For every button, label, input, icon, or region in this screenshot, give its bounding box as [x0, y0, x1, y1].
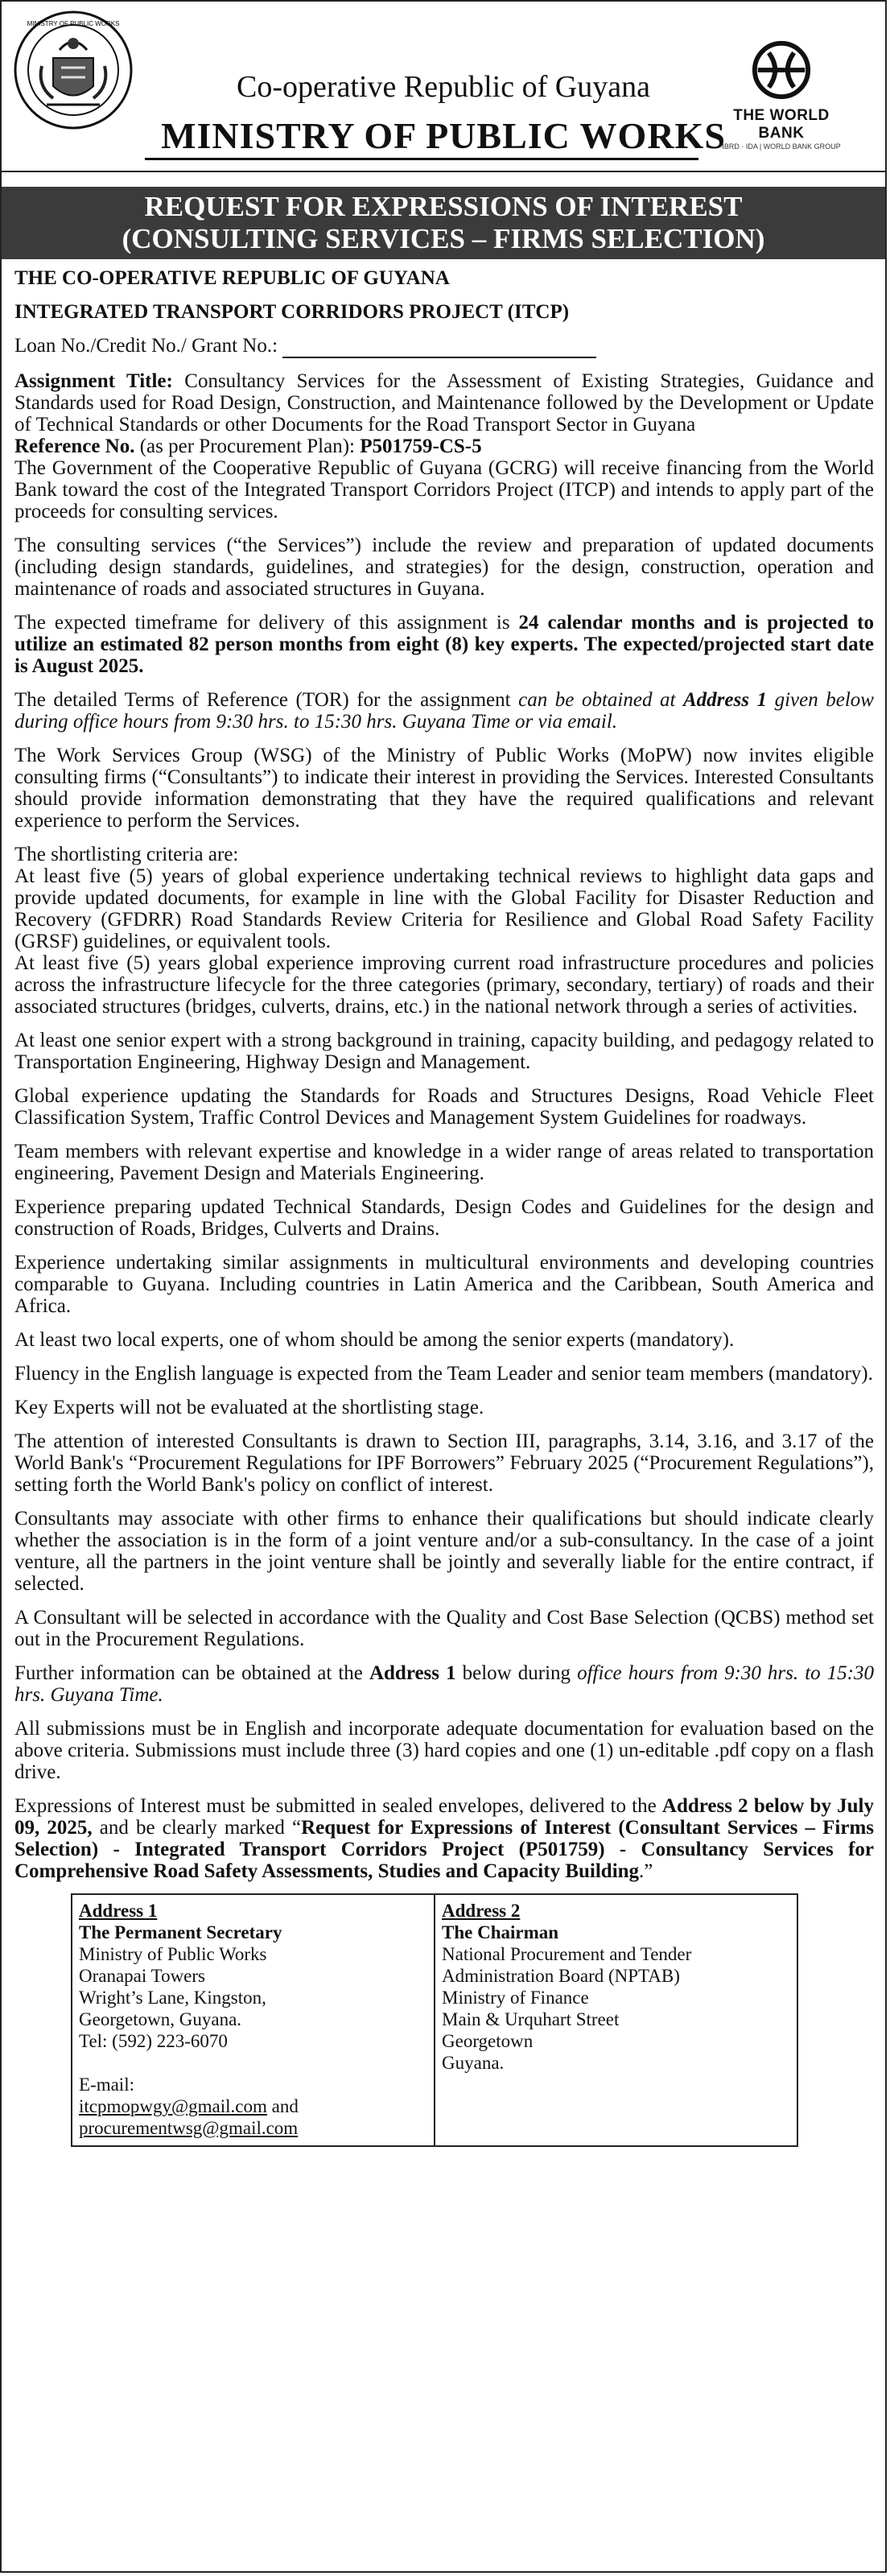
selection-paragraph: A Consultant will be selected in accordance with the Quality and Cost Base Selection (QCBS) method set out in the Procurement Regulations.: [14, 1607, 874, 1650]
eoi-text: Expressions of Interest must be submitted in sealed envelopes, delivered to the: [14, 1795, 662, 1817]
further-info-paragraph: [14, 1662, 874, 1706]
reference-number: [14, 436, 874, 457]
timeframe-paragraph: [14, 612, 874, 677]
criteria-item-9: Fluency in the English language is expected from the Team Leader and senior team members (mandatory).: [14, 1363, 873, 1385]
invite-paragraph: The Work Services Group (WSG) of the Ministry of Public Works (MoPW) now invites eligible consulting firms (“Consultants”) to indicate their interest in providing the Services. Interested Consultants should provide information demonstrating that they have the required qualifications and relevant experience to perform the Services.: [14, 745, 874, 832]
reference-note: (as per Procurement Plan):: [134, 436, 361, 457]
email-link-1[interactable]: itcpmopwgy@gmail.com: [79, 2096, 267, 2116]
address-1-title: The Permanent Secretary: [79, 1922, 282, 1942]
tor-hours: given below during office hours from 9:30 hrs. to 15:30 hrs. Guyana Time or via email.: [14, 689, 874, 733]
timeframe-text: The expected timeframe for delivery of this assignment is: [14, 612, 519, 634]
address-1-line: Wright’s Lane, Kingston,: [79, 1988, 266, 2008]
project-country: THE CO-OPERATIVE REPUBLIC OF GUYANA: [14, 267, 450, 289]
criteria-item-4: Global experience updating the Standards for Roads and Structures Designs, Road Vehicle Fleet Classification System, Traffic Control Devices and Management System Guidelines for roadways.: [14, 1085, 874, 1129]
reference-label: Reference No.: [14, 436, 135, 457]
criteria-intro: The shortlisting criteria are:: [14, 844, 239, 865]
financing-paragraph: The Government of the Cooperative Republic of Guyana (GCRG) will receive financing from the World Bank toward the cost of the Integrated Transport Corridors Project (ITCP) and intends to apply part of the proceeds for consulting services.: [14, 457, 874, 522]
address-2-line: Main & Urquhart Street: [442, 2009, 620, 2029]
eoi-end: .”: [639, 1860, 653, 1882]
services-paragraph: The consulting services (“the Services”) include the review and preparation of updated documents (including design standards, guidelines, and strategies) for the design, construction, operation and maintenance of roads and associated structures in Guyana.: [14, 535, 874, 600]
eoi-text-2: and be clearly marked “: [92, 1817, 302, 1839]
associate-paragraph: Consultants may associate with other firms to enhance their qualifications but should indicate clearly whether the association is in the form of a joint venture and/or a sub-consultancy. In the case of a joint venture, all the partners in the joint venture shall be jointly and severally liable for the entire contract, if selected.: [14, 1508, 874, 1595]
project-title: INTEGRATED TRANSPORT CORRIDORS PROJECT (ITCP): [14, 301, 570, 323]
banner-line-2: (CONSULTING SERVICES – FIRMS SELECTION): [122, 223, 765, 254]
country-name: Co-operative Republic of Guyana: [237, 70, 650, 104]
address-1-spacer: [79, 2052, 427, 2074]
email-line-1: [79, 2095, 427, 2117]
world-bank-sub: IBRD · IDA | WORLD BANK GROUP: [722, 142, 841, 151]
address-2-cell: [434, 1895, 797, 2145]
further-address-ref: Address 1: [369, 1662, 456, 1684]
notice-body: [2, 259, 885, 2147]
assignment-label: Assignment Title:: [14, 370, 173, 392]
tor-text: The detailed Terms of Reference (TOR) for the assignment: [14, 689, 519, 711]
address-1-cell: [72, 1895, 434, 2145]
address-1-phone: Tel: (592) 223-6070: [79, 2031, 228, 2051]
attention-paragraph: The attention of interested Consultants is drawn to Section III, paragraphs, 3.14, 3.16, and 3.17 of the World Bank's “Procurement Regulations for IPF Borrowers” February 2025 (“Procurement Regulations”), setting forth the World Bank's policy on conflict of interest.: [14, 1430, 874, 1496]
further-text: Further information can be obtained at the: [14, 1662, 369, 1684]
seal-text: MINISTRY OF PUBLIC WORKS: [27, 20, 120, 27]
address-1-line: Oranapai Towers: [79, 1966, 205, 1986]
tor-address-ref: Address 1: [683, 689, 768, 711]
submissions-paragraph: All submissions must be in English and incorporate adequate documentation for evaluation based on the above criteria. Submissions must include three (3) hard copies and one (1) un-editable .pdf copy on a flash drive.: [14, 1718, 874, 1783]
world-bank-name: THE WORLD BANK: [733, 107, 830, 142]
address-2-title: The Chairman: [442, 1922, 559, 1942]
ministry-title: MINISTRY OF PUBLIC WORKS: [161, 115, 726, 156]
email-and: and: [266, 2096, 299, 2116]
address-1-line: Georgetown, Guyana.: [79, 2009, 242, 2029]
criteria-item-3: At least one senior expert with a strong background in training, capacity building, and pedagogy related to Transportation Engineering, Highway Design and Management.: [14, 1030, 874, 1073]
eoi-deadline: Address 2 below by July 09, 2025,: [14, 1795, 874, 1839]
address-2-heading: Address 2: [442, 1901, 521, 1921]
tor-paragraph: [14, 689, 874, 733]
email-link-2[interactable]: procurementwsg@gmail.com: [79, 2118, 299, 2138]
assignment-text: Consultancy Services for the Assessment of Existing Strategies, Guidance and Standards used for Road Design, Construction, and Maintenance followed by the Development or Update of Technical Standards or other Documents for the Road Transport Sector in Guyana: [14, 370, 874, 436]
further-text-2: below during: [455, 1662, 578, 1684]
world-bank-globe-icon: [750, 39, 813, 101]
address-2-line: Administration Board (NPTAB): [442, 1966, 680, 1986]
criteria-item-6: Experience preparing updated Technical Standards, Design Codes and Guidelines for the design and construction of Roads, Bridges, Culverts and Drains.: [14, 1196, 874, 1240]
tor-italic: can be obtained at: [518, 689, 683, 711]
criteria-item-1: At least five (5) years of global experience undertaking technical reviews to highlight data gaps and provide updated documents, for example in line with the Global Facility for Disaster Reduction and Recovery (GFDRR) Road Standards Review Criteria for Resilience and Global Road Safety Facility (GRSF) guidelines, or equivalent tools.: [14, 865, 874, 952]
criteria-item-2: At least five (5) years global experience improving current road infrastructure procedures and policies across the infrastructure lifecycle for the three categories (primary, secondary, tertiary) of roads and their associated structures (bridges, culverts, drains, etc.) in the national network through a series of activities.: [14, 952, 874, 1018]
email-label: E-mail:: [79, 2074, 134, 2095]
address-2-line: Guyana.: [442, 2053, 505, 2073]
notice-header: [2, 2, 885, 172]
address-1-line: Ministry of Public Works: [79, 1944, 267, 1964]
timeframe-bold: 24 calendar months and is projected to utilize an estimated 82 person months from eight (8) key experts. The expected/projected start date is August 2025.: [14, 612, 874, 677]
world-bank-logo: [713, 39, 850, 151]
assignment-title: [14, 370, 874, 436]
address-2-line: Georgetown: [442, 2031, 534, 2051]
banner-line-1: REQUEST FOR EXPRESSIONS OF INTEREST: [144, 191, 743, 222]
criteria-item-8: At least two local experts, one of whom should be among the senior experts (mandatory).: [14, 1329, 735, 1351]
address-1-heading: Address 1: [79, 1901, 158, 1921]
criteria-item-7: Experience undertaking similar assignments in multicultural environments and developing countries comparable to Guyana. Including countries in Latin America and the Caribbean, South America and Africa.: [14, 1252, 874, 1317]
further-hours: office hours from 9:30 hrs. to 15:30 hrs. Guyana Time.: [14, 1662, 875, 1706]
eoi-paragraph: [14, 1795, 874, 1882]
loan-blank: [282, 335, 596, 358]
eoi-marking: Request for Expressions of Interest (Consultant Services – Firms Selection) - Integrated Transport Corridors Project (P501759) - Consultancy Services for Comprehensive Road Safety Assessments, Studies and Capacity Building: [14, 1817, 875, 1882]
reference-value: P501759-CS-5: [360, 436, 482, 457]
address-2-line: Ministry of Finance: [442, 1988, 589, 2008]
loan-number: [14, 335, 874, 358]
criteria-item-5: Team members with relevant expertise and knowledge in a wider range of areas related to transportation engineering, Pavement Design and Materials Engineering.: [14, 1141, 874, 1184]
header-underline: [145, 158, 698, 160]
address-table: [71, 1893, 798, 2147]
key-experts-paragraph: Key Experts will not be evaluated at the shortlisting stage.: [14, 1397, 484, 1418]
loan-label: Loan No./Credit No./ Grant No.:: [14, 335, 278, 357]
address-2-line: National Procurement and Tender: [442, 1944, 692, 1964]
notice-banner: [2, 187, 885, 259]
